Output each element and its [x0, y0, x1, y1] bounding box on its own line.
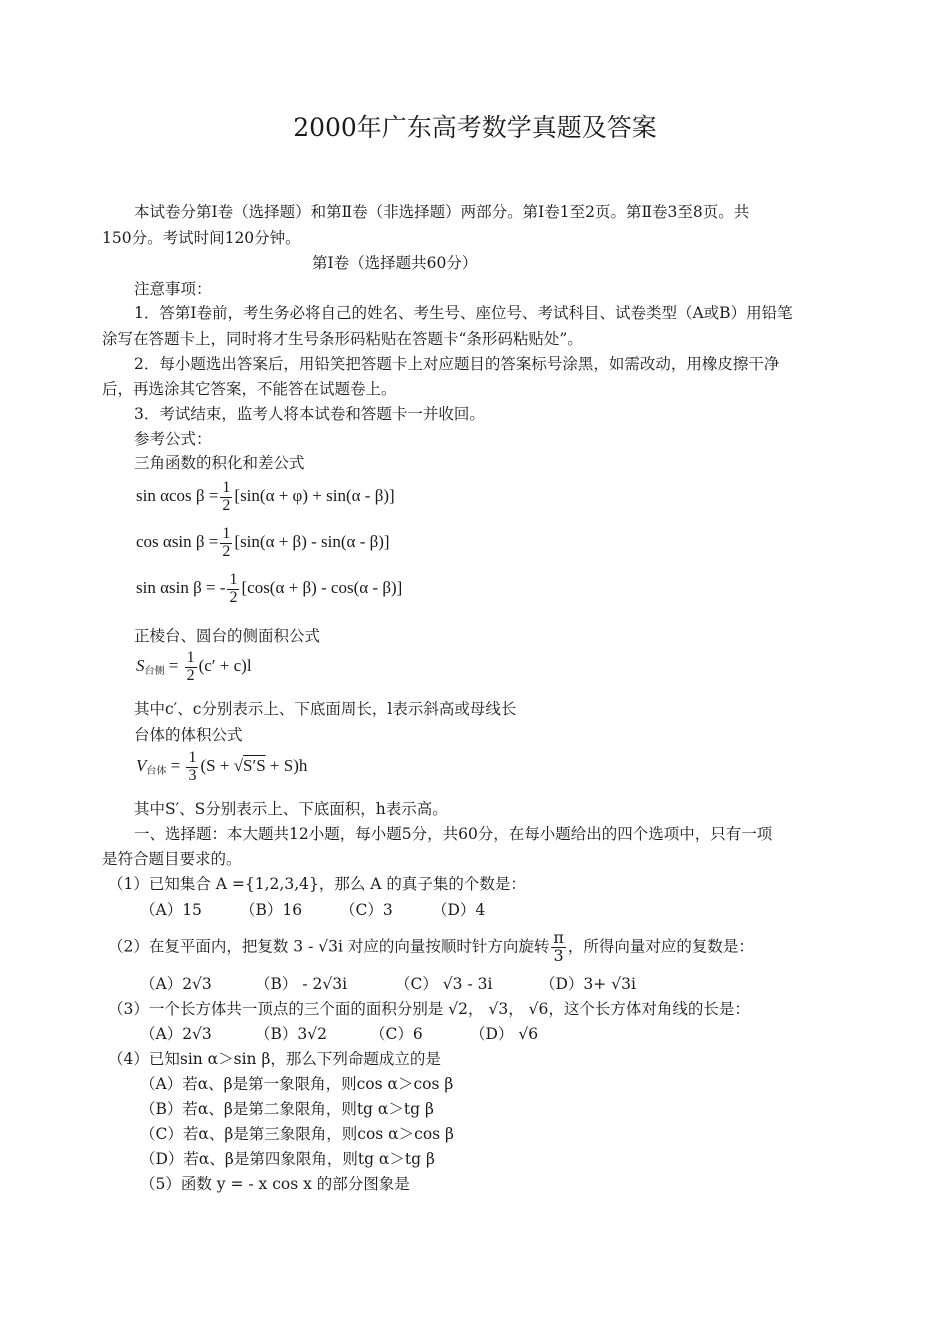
formula-product-to-sum-2 — [136, 526, 390, 561]
var-s: S — [136, 656, 145, 676]
volume-formula: $V_{台体}$ = $\frac{1}{3}$ (S + √S′S + S)h — [136, 749, 308, 784]
fraction-one-third: $\frac{1}{3}$ — [188, 749, 197, 784]
section-heading: 第Ⅰ卷（选择题共60分） — [312, 254, 478, 272]
volume-note: 其中S′、S分别表示上、下底面积，h表示高。 — [134, 800, 448, 818]
formula-1-right: [sin(α + φ) + sin(α - β)] — [234, 486, 395, 506]
q4-option-c: （C）若α、β是第三象限角，则cos α＞cos β — [140, 1125, 455, 1143]
fraction-one-half: $\frac{1}{2}$ — [186, 649, 195, 684]
subscript-lateral: 台侧 — [144, 666, 165, 678]
fraction-one-half: $\frac{1}{2}$ — [222, 479, 231, 514]
volume-heading: 台体的体积公式 — [134, 726, 243, 744]
notice-item-3: 3．考试结束，监考人将本试卷和答题卡一并收回。 — [134, 405, 485, 423]
q2-option-a: （A）2√3 — [140, 975, 212, 993]
q1-option-b: （B）16 — [240, 901, 303, 919]
notice-item-1-line-1: 1．答第Ⅰ卷前，考生务必将自己的姓名、考生号、座位号、考试科目、试卷类型（A或B）用铅笔 — [134, 304, 793, 322]
trig-heading: 三角函数的积化和差公式 — [134, 454, 305, 472]
formula-2-right: [sin(α + β) - sin(α - β)] — [234, 532, 390, 552]
q2-option-b: （B） - 2√3i — [255, 975, 348, 993]
frustum-heading: 正棱台、圆台的侧面积公式 — [134, 627, 321, 645]
q2-option-d: （D）3+ √3i — [540, 975, 636, 993]
q3-option-d: （D） √6 — [470, 1025, 539, 1043]
fraction-one-half: $\frac{1}{2}$ — [222, 525, 231, 560]
q3-option-a: （A）2√3 — [140, 1025, 212, 1043]
question-1-stem: （1）已知集合 A ={1,2,3,4}，那么 A 的真子集的个数是： — [108, 875, 526, 893]
var-v: V — [136, 756, 147, 776]
sqrt-radicand: S′S — [243, 756, 266, 776]
question-5-stem: （5）函数 y = - x cos x 的部分图象是 — [140, 1175, 410, 1193]
q3-option-b: （B）3√2 — [255, 1025, 327, 1043]
fraction-one-half: $\frac{1}{2}$ — [229, 571, 238, 606]
q3-option-c: （C）6 — [370, 1025, 423, 1043]
formula-2-left: cos αsin β = — [136, 532, 219, 552]
formula-3-right: [cos(α + β) - cos(α - β)] — [241, 578, 403, 598]
part1-line-1: 一、选择题：本大题共12小题，每小题5分，共60分，在每小题给出的四个选项中，只有一项 — [134, 825, 773, 843]
q4-option-b: （B）若α、β是第二象限角，则tg α＞tg β — [140, 1100, 434, 1118]
question-3-stem: （3）一个长方体共一顶点的三个面的面积分别是 √2， √3， √6，这个长方体对角线的长是： — [108, 1000, 750, 1018]
q4-option-a: （A）若α、β是第一象限角，则cos α＞cos β — [140, 1075, 454, 1093]
q4-option-d: （D）若α、β是第四象限角，则tg α＞tg β — [140, 1150, 435, 1168]
question-2-stem: （2）在复平面内，把复数 3 - √3i 对应的向量按顺时针方向旋转 $\frac{\pi}{3}$ ，所得向量对应的复数是： — [108, 928, 754, 965]
q1-option-d: （D）4 — [432, 901, 486, 919]
formula-product-to-sum-3 — [136, 572, 402, 607]
q2-option-c: （C） √3 - 3i — [395, 975, 493, 993]
page-title: 2000年广东高考数学真题及答案 — [293, 113, 657, 142]
notice-item-2-line-2: 后，再选涂其它答案，不能答在试题卷上。 — [102, 380, 397, 398]
fraction-pi-over-three: $\frac{\pi}{3}$ — [553, 928, 564, 965]
intro-line-1: 本试卷分第Ⅰ卷（选择题）和第Ⅱ卷（非选择题）两部分。第Ⅰ卷1至2页。第Ⅱ卷3至8页。共 — [134, 203, 750, 221]
q1-option-a: （A）15 — [140, 901, 202, 919]
notice-item-2-line-1: 2．每小题选出答案后，用铅笑把答题卡上对应题目的答案标号涂黑，如需改动，用橡皮擦干净 — [134, 355, 780, 373]
notice-heading: 注意事项： — [134, 280, 212, 298]
formula-1-left: sin αcos β = — [136, 486, 219, 506]
q1-option-c: （C）3 — [340, 901, 393, 919]
formulas-heading: 参考公式： — [134, 430, 212, 448]
formula-product-to-sum-1 — [136, 480, 395, 515]
intro-line-2: 150分。考试时间120分钟。 — [102, 229, 301, 247]
formula-3-left: sin αsin β = - — [136, 578, 226, 598]
notice-item-1-line-2: 涂写在答题卡上，同时将才生号条形码粘贴在答题卡“条形码粘贴处”。 — [102, 330, 583, 348]
lateral-area-right: (c′ + c)l — [198, 656, 252, 676]
question-4-stem: （4）已知sin α＞sin β，那么下列命题成立的是 — [108, 1050, 441, 1068]
lateral-area-note: 其中c′、c分别表示上、下底面周长，l表示斜高或母线长 — [134, 700, 517, 718]
part1-line-2: 是符合题目要求的。 — [102, 850, 242, 868]
subscript-volume: 台体 — [146, 766, 167, 778]
lateral-area-formula: $S_{台侧}$ = $\frac{1}{2}$ (c′ + c)l — [136, 649, 252, 684]
